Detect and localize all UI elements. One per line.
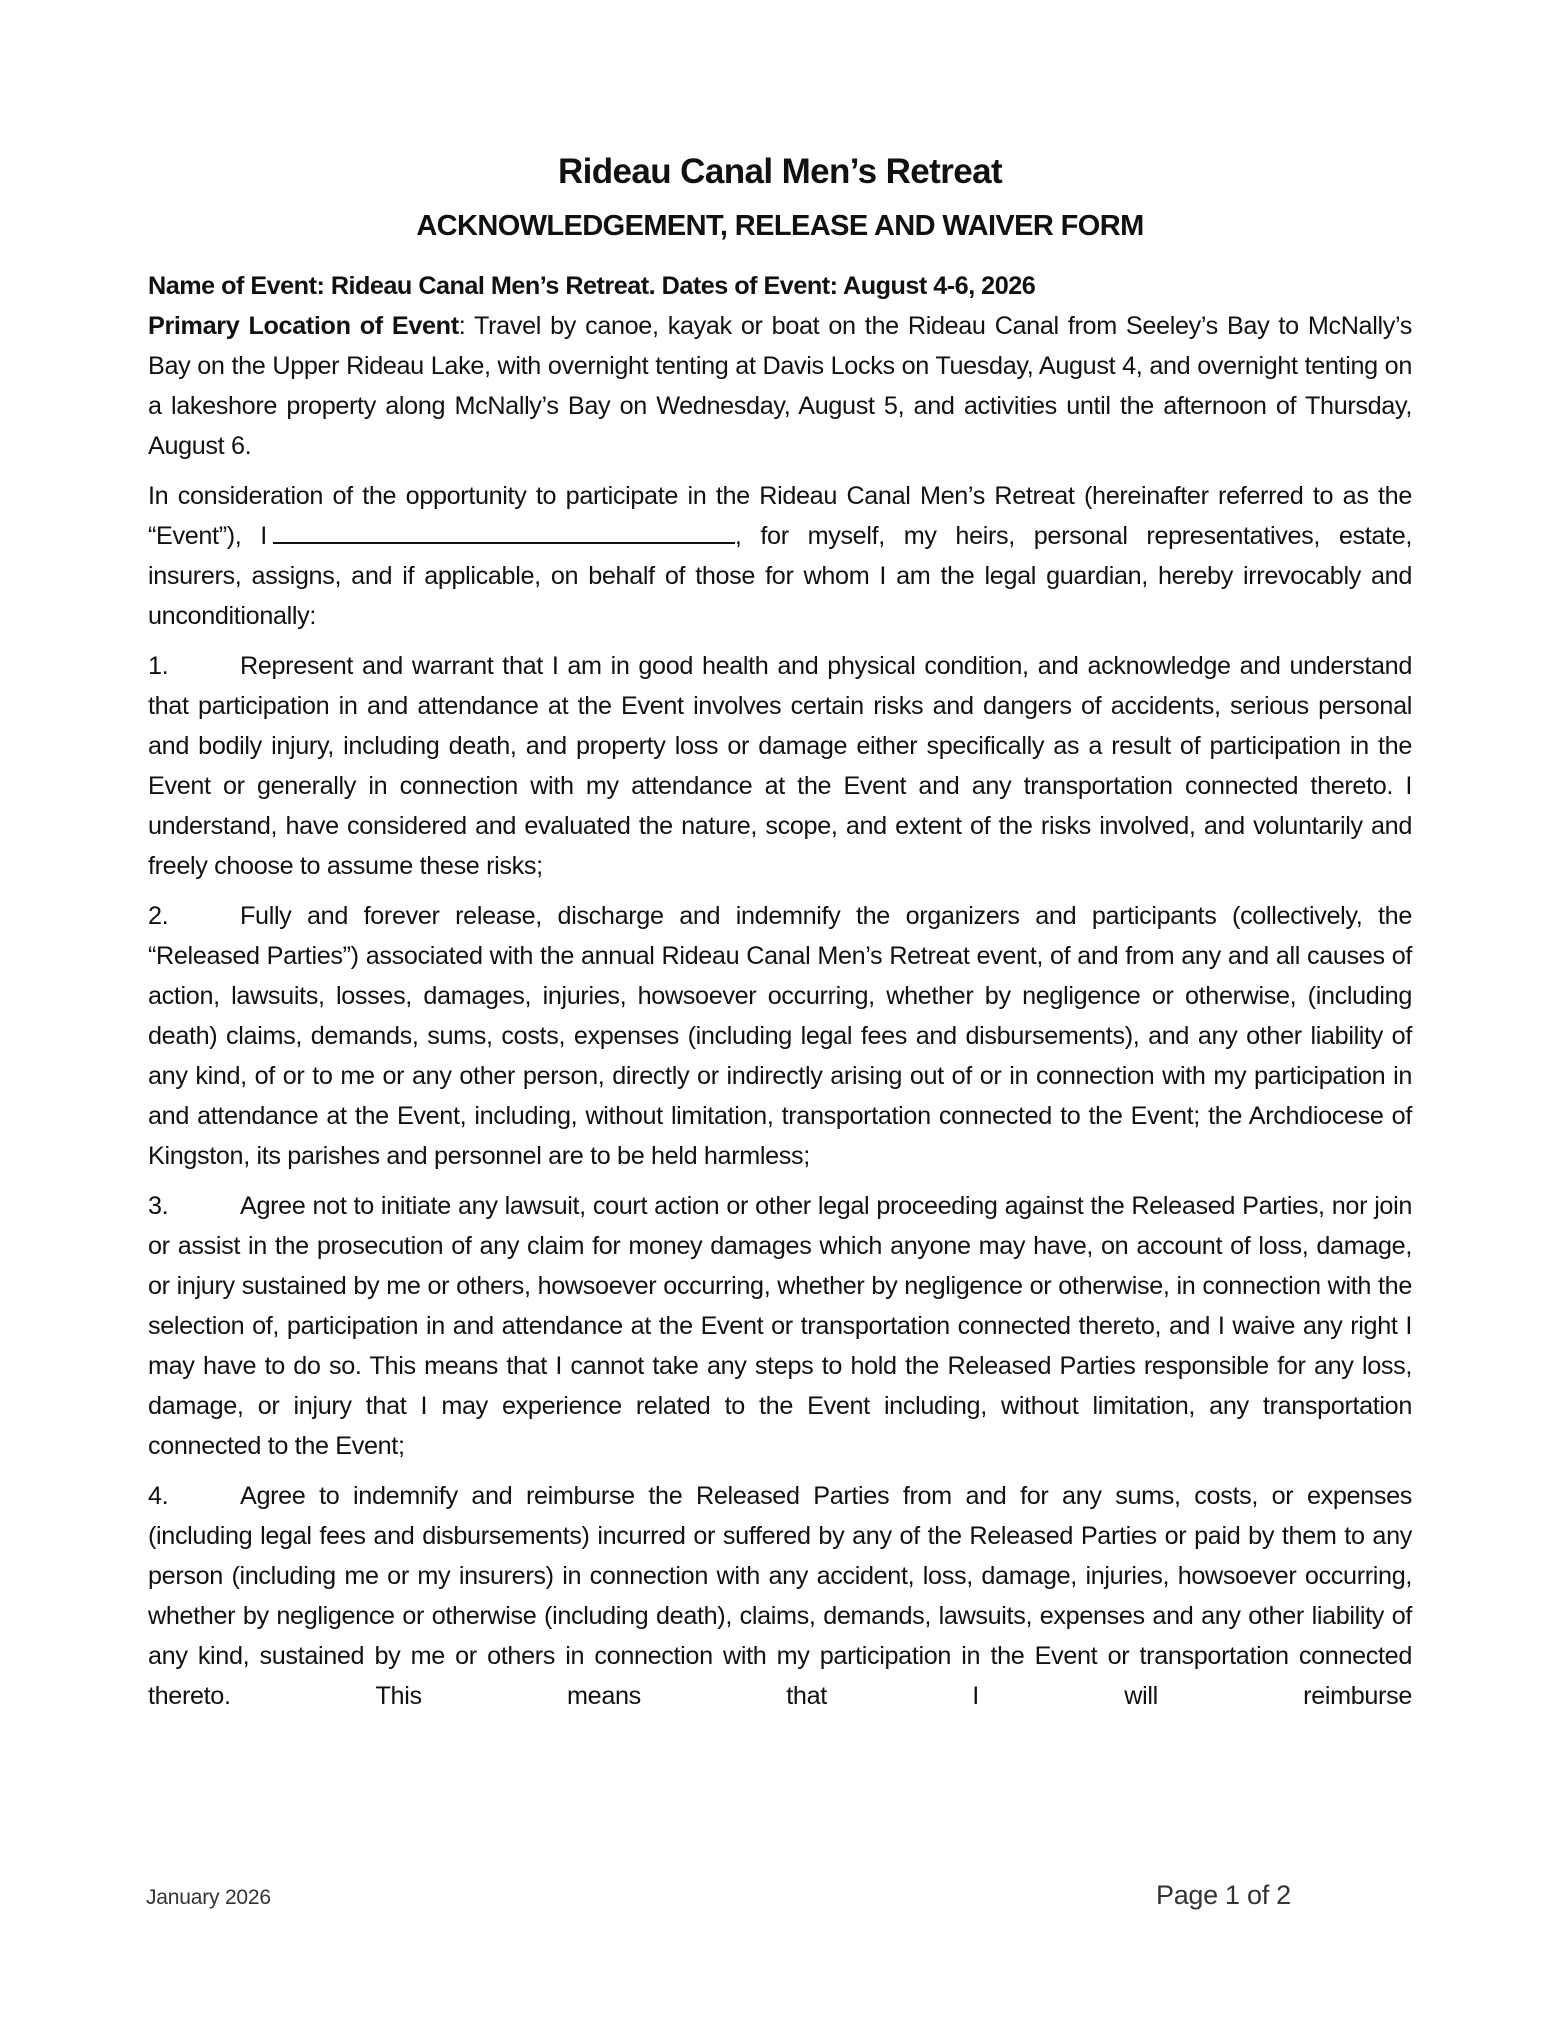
- clause-item: [148, 646, 1412, 886]
- clause-item: [148, 896, 1412, 1176]
- clause-text: Fully and forever release, discharge and indemnify the organizers and participants (collectively, the “Released Parties”) associated with the annual Rideau Canal Men’s Retreat event, of and from any and all causes of action, lawsuits, losses, damages, injuries, howsoever occurring, whether by negligence or otherwise, (including death) claims, demands, sums, costs, expenses (including legal fees and disbursements), and any other liability of any kind, of or to me or any other person, directly or indirectly arising out of or in connection with my participation in and attendance at the Event, including, without limitation, transportation connected to the Event; the Archdiocese of Kingston, its parishes and personnel are to be held harmless;: [148, 902, 1412, 1170]
- primary-location-paragraph: [148, 306, 1412, 466]
- document-body: [148, 266, 1412, 1726]
- consideration-paragraph: [148, 476, 1412, 636]
- clause-item: [148, 1476, 1412, 1716]
- footer-date: January 2026: [146, 1886, 271, 1909]
- primary-location-text: : Travel by canoe, kayak or boat on the Rideau Canal from Seeley’s Bay to McNally’s Bay on the Upper Rideau Lake, with overnight tenting at Davis Locks on Tuesday, August 4, and overnight tenting on a lakeshore property along McNally’s Bay on Wednesday, August 5, and activities until the afternoon of Thursday, August 6.: [148, 312, 1412, 460]
- event-name-dates: Name of Event: Rideau Canal Men’s Retreat. Dates of Event: August 4-6, 2026: [148, 272, 1036, 300]
- clause-number: 2.: [148, 902, 169, 930]
- document-title: Rideau Canal Men’s Retreat: [557, 152, 1003, 191]
- clause-item: [148, 1186, 1412, 1466]
- primary-location-label: Primary Location of Event: [148, 312, 459, 340]
- clause-text: Agree not to initiate any lawsuit, court action or other legal proceeding against the Released Parties, nor join or assist in the prosecution of any claim for money damages which anyone may have, on account of loss, damage, or injury sustained by me or others, howsoever occurring, whether by negligence or otherwise, in connection with the selection of, participation in and attendance at the Event or transportation connected thereto, and I waive any right I may have to do so. This means that I cannot take any steps to hold the Released Parties responsible for any loss, damage, or injury that I may experience related to the Event including, without limitation, any transportation connected to the Event;: [148, 1192, 1412, 1460]
- clause-text: Agree to indemnify and reimburse the Released Parties from and for any sums, costs, or expenses (including legal fees and disbursements) incurred or suffered by any of the Released Parties or paid by them to any person (including me or my insurers) in connection with any accident, loss, damage, injuries, howsoever occurring, whether by negligence or otherwise (including death), claims, demands, lawsuits, expenses and any other liability of any kind, sustained by me or others in connection with my participation in the Event or transportation connected thereto. This means that I will reimburse: [148, 1482, 1412, 1710]
- participant-name-blank[interactable]: [273, 516, 735, 544]
- clause-number: 3.: [148, 1192, 169, 1220]
- clause-text: Represent and warrant that I am in good health and physical condition, and acknowledge and understand that participation in and attendance at the Event involves certain risks and dangers of accidents, serious personal and bodily injury, including death, and property loss or damage either specifically as a result of participation in the Event or generally in connection with my attendance at the Event and any transportation connected thereto. I understand, have considered and evaluated the nature, scope, and extent of the risks involved, and voluntarily and freely choose to assume these risks;: [148, 652, 1412, 880]
- form-subtitle: ACKNOWLEDGEMENT, RELEASE AND WAIVER FORM: [416, 210, 1144, 242]
- clause-number: 1.: [148, 652, 169, 680]
- footer-page-number: Page 1 of 2: [1156, 1880, 1291, 1910]
- consideration-text-after: , for myself, my heirs, personal representatives, estate, insurers, assigns, and if applicable, on behalf of those for whom I am the legal guardian, hereby irrevocably and unconditionally:: [148, 522, 1412, 630]
- consideration-text-before: In consideration of the opportunity to participate in the Rideau Canal Men’s Retreat (hereinafter referred to as the “Event”), I: [148, 482, 1412, 550]
- clause-number: 4.: [148, 1482, 169, 1510]
